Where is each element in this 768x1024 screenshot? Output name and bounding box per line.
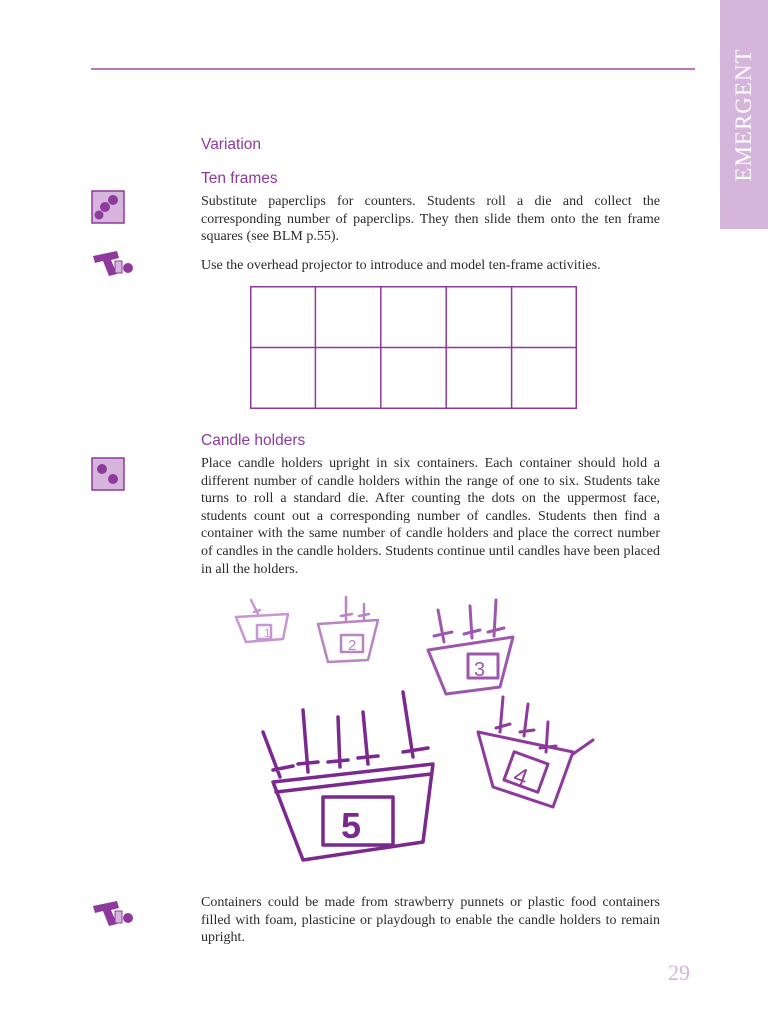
candle-holders-paragraph: Place candle holders upright in six containers. Each container should hold a different number of candle holders within the range of one to six. Students take turns to roll a standard die. After counting the dots on the uppermost face, students count out a corresponding number of candles. Students then find a container with the same number of candle holders and place the correct number of candles in the candle holders. Students continue until candles have been placed in all the holders. [201,456,660,577]
dice-icon [91,190,125,224]
section-tab-label: EMERGENT [731,48,756,182]
teacher-icon [91,898,135,928]
top-rule [91,68,695,70]
dice-icon [91,457,125,491]
page-number: 29 [668,960,690,985]
variation-heading: Variation [201,136,262,153]
container-number-1: 1 [264,626,271,640]
candle-holders-illustration [228,592,608,877]
section-tab [720,0,768,229]
ten-frames-paragraph: Substitute paperclips for counters. Students roll a die and collect the corresponding number of paperclips. They then slide them onto the ten frame squares (see BLM p.55). [201,194,660,245]
container-number-4: 4 [509,762,532,792]
teacher-icon [91,248,135,278]
container-number-3: 3 [474,659,486,681]
containers-note-paragraph: Containers could be made from strawberry punnets or plastic food containers filled with foam, plasticine or playdough to enable the candle holders to remain upright. [201,895,660,946]
candle-holders-heading: Candle holders [201,432,306,449]
container-number-5: 5 [341,805,362,846]
container-number-2: 2 [348,637,357,654]
ten-frame-grid [250,286,577,409]
ten-frames-heading: Ten frames [201,170,278,187]
overhead-projector-paragraph: Use the overhead projector to introduce and model ten-frame activities. [201,258,601,273]
